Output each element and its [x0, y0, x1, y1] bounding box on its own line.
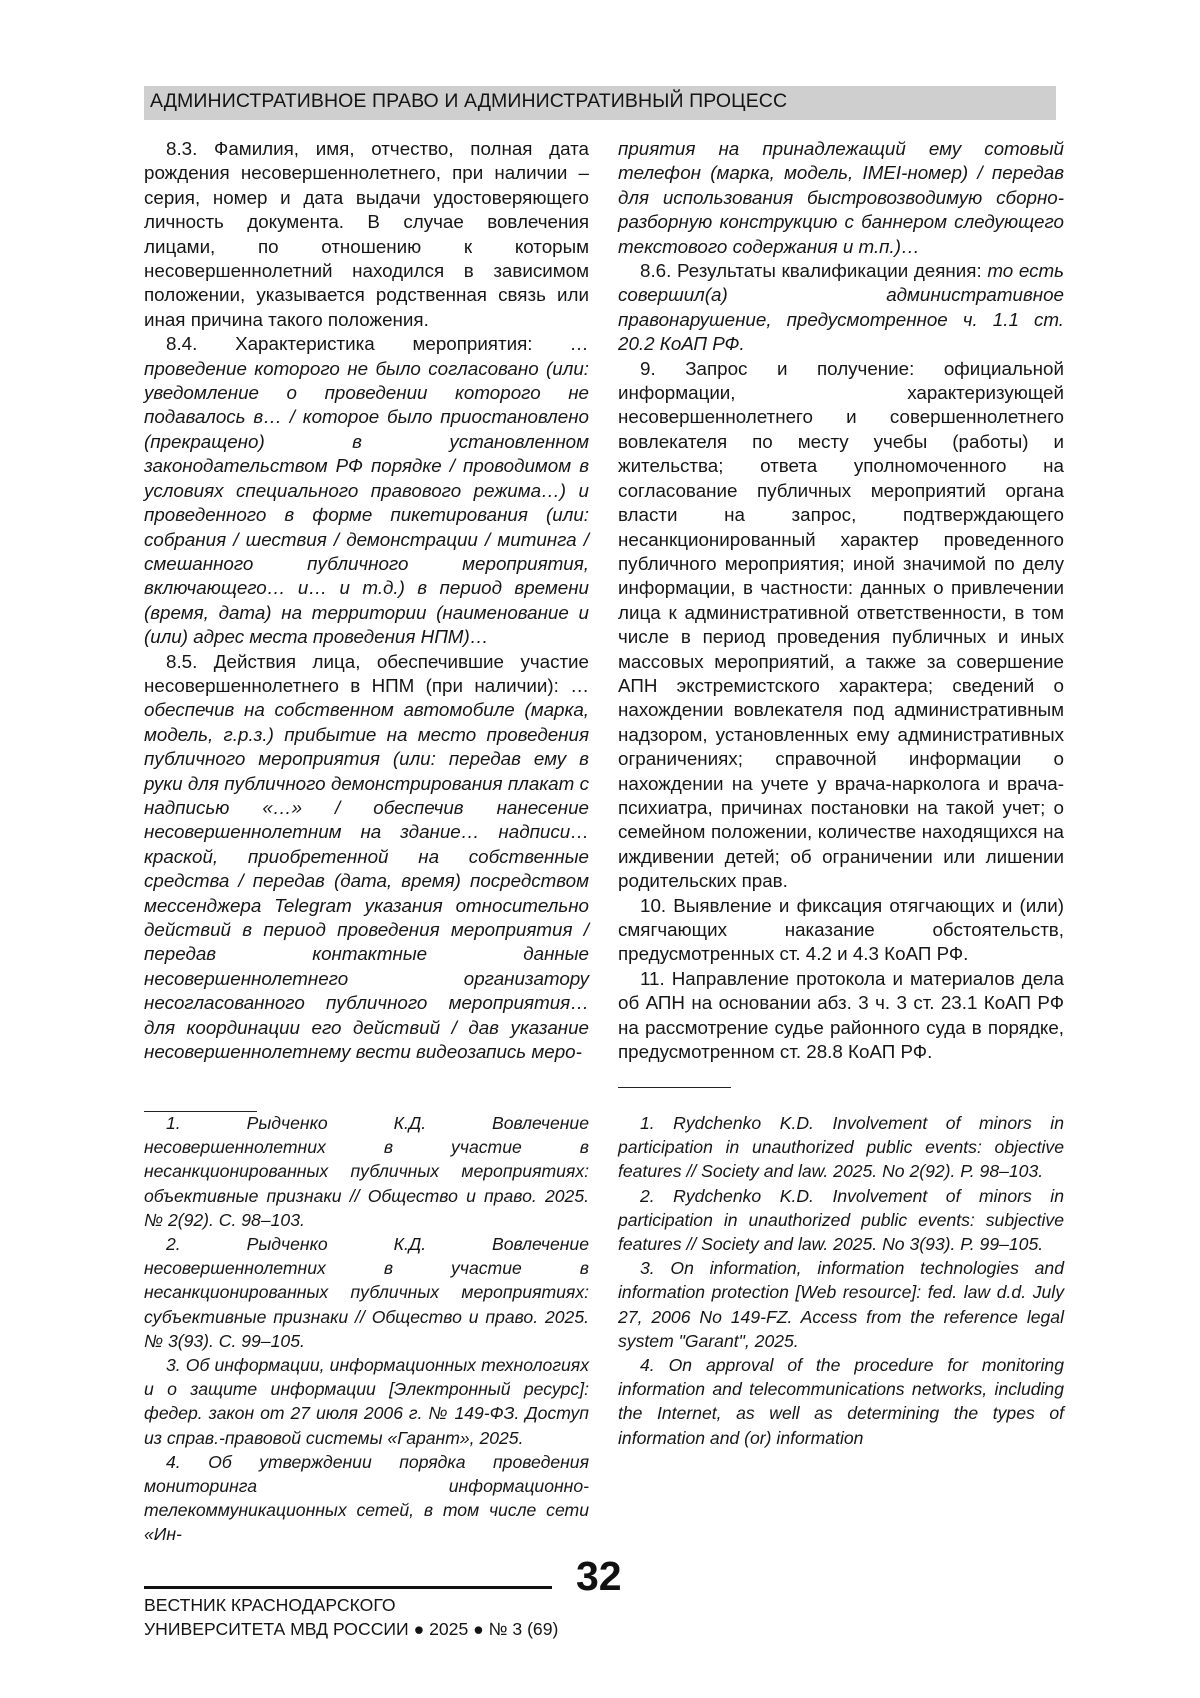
footnote-ru-3: 3. Об информации, информационных технологиях и о защите информации [Электронный ресурс]: федер. закон от 27 июля 2006 г. № 149-ФЗ. Доступ из справ.-правовой системы «Гарант», 2025.	[144, 1355, 589, 1448]
footnotes-russian	[144, 1111, 589, 1547]
journal-name	[144, 1593, 558, 1641]
paragraph-8-4-italic: …проведение которого не было согласовано (или: уведомление о проведении которого не подавалось в… / которое было приостановлено (прекращено) в установленном законодательством РФ порядке / проводимом в условиях специального правового режима…) и проведенного в форме пикетирования (или: собрания / шествия / демонстрации / митинга / смешанного публичного мероприятия, включающего… и… и т.д.) в период времени (время, дата) на территории (наименование и (или) адрес места проведения НПМ)…	[144, 333, 589, 648]
right-column	[618, 137, 1064, 1064]
paragraph-11: 11. Направление протокола и материалов дела об АПН на основании абз. 3 ч. 3 ст. 23.1 КоАП РФ на рассмотрение судье районного суда в порядке, предусмотренном ст. 28.8 КоАП РФ.	[618, 967, 1064, 1063]
paragraph-8-3: 8.3. Фамилия, имя, отчество, полная дата рождения несовершеннолетнего, при наличии – серия, номер и дата выдачи удостоверяющего личность документа. В случае вовлечения лицами, по отношению к которым несовершеннолетний находился в зависимом положении, указывается родственная связь или иная причина такого положения.	[144, 138, 589, 330]
paragraph-8-6	[618, 259, 1064, 357]
paragraph-9: 9. Запрос и получение: официальной информации, характеризующей несовершеннолетнего и совершеннолетнего вовлекателя по месту учебы (работы) и жительства; ответа уполномоченного на согласование публичных мероприятий органа власти на запрос, подтверждающего несанкционированный характер проведенного публичного мероприятия; иной значимой по делу информации, в частности: данных о привлечении лица к административной ответственности, в том числе в период проведения публичных и иных массовых мероприятий, а также за совершение АПН экстремистского характера; сведений о нахождении вовлекателя под административным надзором, установленных ему административных ограничениях; справочной информации о нахождении на учете у врача-нарколога и врача-психиатра, причинах постановки на такой учет; о семейном положении, количестве находящихся на иждивении детей; об ограничении или лишении родительских прав.	[618, 357, 1064, 892]
paragraph-8-5-lead: 8.5. Действия лица, обеспечившие участие несовершеннолетнего в НПМ (при наличии): …	[144, 650, 589, 696]
paragraph-8-5-italic: обеспечив на собственном автомобиле (марка, модель, г.р.з.) прибытие на место проведения публичного мероприятия (или: передав ему в руки для публичного демонстрирования плакат с надписью «…» / обеспечив нанесение несовершеннолетним на здание… надписи… краской, приобретенной на собственные средства / передав (дата, время) посредством мессенджера Telegram указания относительно действий в период проведения мероприятия / передав контактные данные несовершеннолетнего организатору несогласованного публичного мероприятия… для координации его действий / дав указание несовершеннолетнему вести видеозапись меро-	[144, 699, 589, 1063]
paragraph-8-4-lead: 8.4. Характеристика мероприятия:	[166, 333, 571, 355]
paragraph-8-6-italic: то есть совершил(а) административное правонарушение, предусмотренное ч. 1.1 ст. 20.2 КоАП РФ.	[618, 260, 1064, 355]
footnote-divider-right	[618, 1087, 731, 1088]
footnotes-english	[618, 1111, 1064, 1450]
footnote-en-1: 1. Rydchenko K.D. Involvement of minors in participation in unauthorized public events: objective features // Society and law. 2025. No 2(92). P. 98–103.	[618, 1113, 1064, 1182]
journal-name-line-1: ВЕСТНИК КРАСНОДАРСКОГО	[144, 1595, 396, 1615]
footnote-en-2: 2. Rydchenko K.D. Involvement of minors in participation in unauthorized public events: subjective features // Society and law. 2025. No 3(93). P. 99–105.	[618, 1185, 1064, 1255]
left-column	[144, 137, 589, 1064]
paragraph-8-5	[144, 650, 589, 1065]
footnote-ru-1: 1. Рыдченко К.Д. Вовлечение несовершеннолетних в участие в несанкционированных публичных мероприятиях: объективные признаки // Общество и право. 2025. № 2(92). С. 98–103.	[144, 1113, 589, 1230]
footnote-en-4: 4. On approval of the procedure for monitoring information and telecommunications networks, including the Internet, as well as determining the types of information and (or) information	[618, 1355, 1064, 1448]
section-title: АДМИНИСТРАТИВНОЕ ПРАВО И АДМИНИСТРАТИВНЫЙ ПРОЦЕСС	[150, 90, 788, 112]
footnote-ru-4: 4. Об утверждении порядка проведения мониторинга информационно-телекоммуникационных сетей, в том числе сети «Ин-	[144, 1451, 589, 1545]
journal-name-line-2: УНИВЕРСИТЕТА МВД РОССИИ ● 2025 ● № 3 (69)	[144, 1619, 559, 1639]
footnote-ru-2: 2. Рыдченко К.Д. Вовлечение несовершеннолетних в участие в несанкционированных публичных мероприятиях: субъективные признаки // Общество и право. 2025. № 3(93). С. 99–105.	[144, 1234, 589, 1351]
footer-divider	[144, 1586, 552, 1589]
paragraph-8-5-continued	[618, 137, 1064, 259]
footnote-en-3: 3. On information, information technologies and information protection [Web resource]: fed. law d.d. July 27, 2006 No 149-FZ. Access from the reference legal system "Garant", 2025.	[618, 1258, 1064, 1351]
paragraph-10: 10. Выявление и фиксация отягчающих и (или) смягчающих наказание обстоятельств, предусмотренных ст. 4.2 и 4.3 КоАП РФ.	[618, 894, 1064, 965]
paragraph-8-4	[144, 332, 589, 649]
page-number: 32	[576, 1553, 622, 1599]
paragraph-8-6-lead: 8.6. Результаты квалификации деяния:	[640, 260, 988, 282]
paragraph-8-5-continued-italic: приятия на принадлежащий ему сотовый телефон (марка, модель, IMEI-номер) / передав для использования быстровозводимую сборно-разборную конструкцию с баннером следующего текстового содержания и т.п.)…	[618, 138, 1064, 257]
